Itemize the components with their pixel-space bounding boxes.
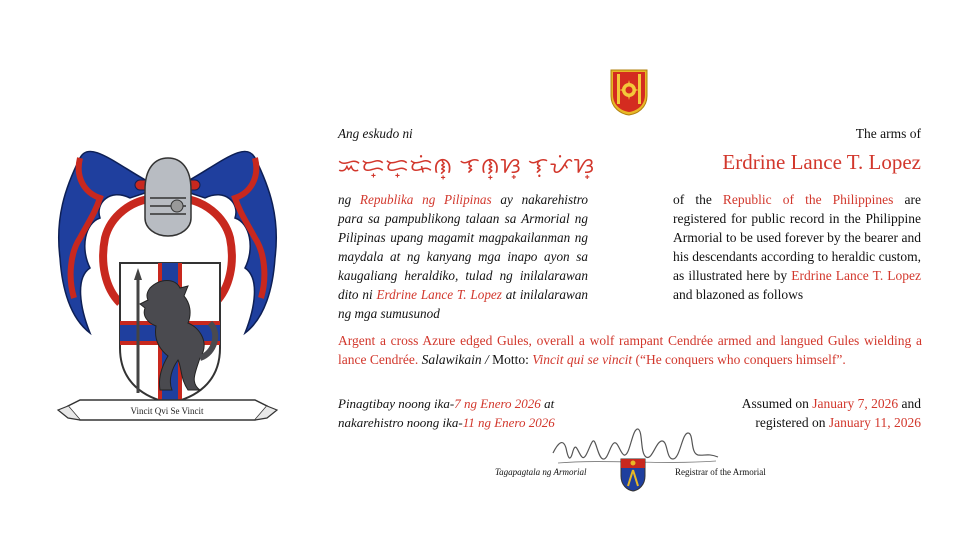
english-bearer-name: Erdrine Lance T. Lopez <box>791 268 921 283</box>
english-republic-link: Republic of the Philippines <box>722 192 894 207</box>
tagalog-body-part2: ay nakarehistro para sa pampublikong talaan sa Armorial ng Pilipinas upang magamit magpakailanman ng maydala at ng kanyang mga inapo ayon sa kaugaliang heraldiko, tulad ng inilalarawan dito ni <box>338 192 589 302</box>
bearer-name-heading: Erdrine Lance T. Lopez <box>722 150 921 174</box>
english-body-part2: are registered for public record in the Philippine Armorial to be used forever by the bearer and his descendants according to heraldic custom, as illustrated here by <box>673 192 921 283</box>
motto-scroll <box>58 400 277 420</box>
assumed-date: January 7, 2026 <box>812 396 899 411</box>
affirmed-prefix: Pinagtibay noong ika- <box>338 396 455 411</box>
signer-label-tagalog: Tagapagtala ng Armorial <box>495 467 587 477</box>
registered-date: January 11, 2026 <box>828 415 921 430</box>
assumed-prefix: Assumed on <box>741 396 813 411</box>
tagalog-body-part1: ng <box>338 192 360 207</box>
coat-of-arms-achievement <box>50 128 285 433</box>
registrar-seal-icon <box>620 458 646 492</box>
tagalog-body <box>338 190 588 323</box>
registered-date-tl: 11 ng Enero 2026 <box>462 415 555 430</box>
blazon-text: Argent a cross Azure edged Gules, overall a wolf rampant Cendrée armed and langued Gules wielding a lance Cendrée. <box>338 333 922 367</box>
motto-scroll-text: Vincit Qvi Se Vincit <box>130 406 204 416</box>
affirmed-suffix: at <box>540 396 555 411</box>
english-body-part3: and blazoned as follows <box>673 287 804 302</box>
assumed-suffix: and <box>898 396 921 411</box>
english-body-part1: of the <box>673 192 723 207</box>
blazon <box>338 331 922 369</box>
signer-label-english: Registrar of the Armorial <box>675 467 766 477</box>
registered-prefix-tl: nakarehistro noong ika- <box>338 415 463 430</box>
registered-prefix: registered on <box>755 415 829 430</box>
tagalog-bearer-name: Erdrine Lance T. Lopez <box>376 287 502 302</box>
motto-label-english: Motto: <box>492 352 533 367</box>
english-intro: The arms of <box>855 126 921 141</box>
tagalog-republic-link: Republika ng Pilipinas <box>359 192 492 207</box>
baybayin-name: ᜁᜇ᜔ᜇ᜔ᜍᜒᜈ᜔ ᜎᜈ᜔ᜐ᜔ ᜎᜓᜉᜒᜐ᜔ <box>338 153 596 178</box>
motto-label-tagalog: Salawikain / <box>418 352 493 367</box>
helm <box>145 158 191 236</box>
motto: Vincit qui se vincit <box>532 352 633 367</box>
motto-translation: (“He conquers who conquers himself”. <box>632 352 846 367</box>
affirmed-date-tl: 7 ng Enero 2026 <box>454 396 541 411</box>
tagalog-body-part3: at inilalarawan ng mga sumusunod <box>338 287 589 321</box>
english-body <box>673 190 921 304</box>
tagalog-intro: Ang eskudo ni <box>338 126 413 141</box>
armorial-emblem-icon <box>609 68 649 116</box>
